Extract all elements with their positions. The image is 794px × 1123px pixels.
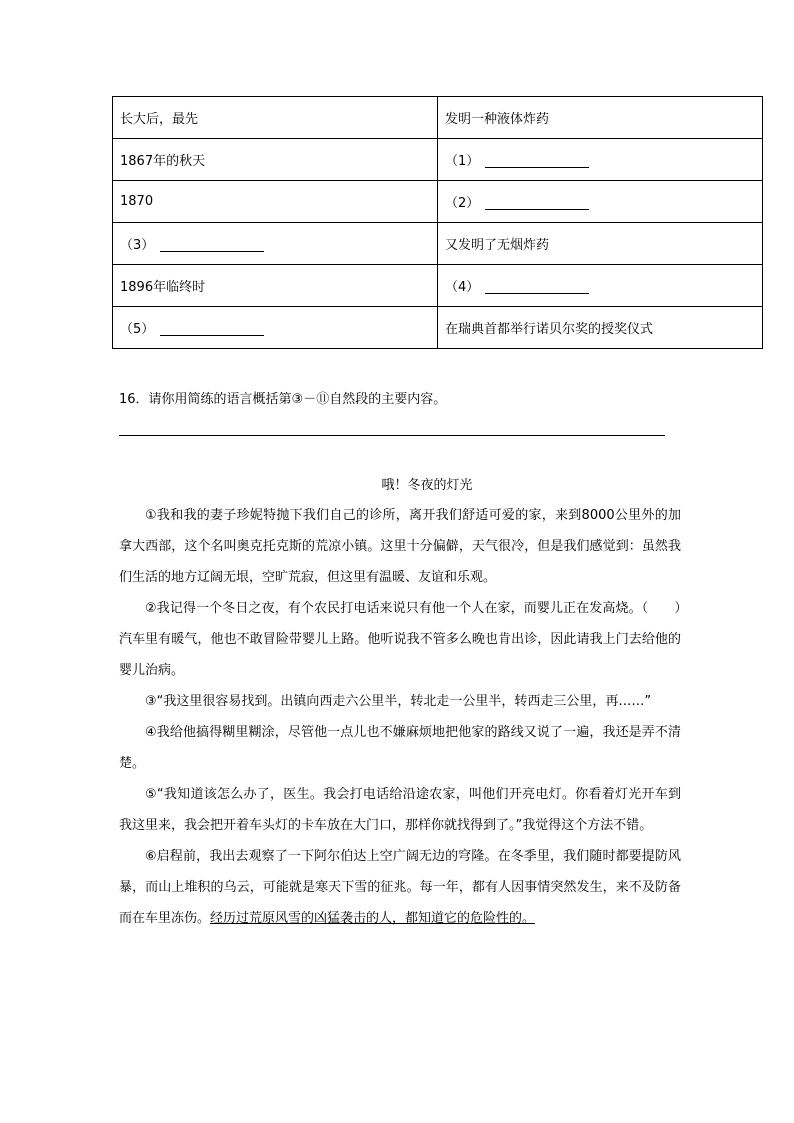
question-16: 16．请你用简练的语言概括第③－⑪自然段的主要内容。 (119, 392, 447, 407)
underlined-sentence: 经历过荒原风雪的凶猛袭击的人，都知道它的危险性的。 (210, 911, 536, 926)
table-cell-left (113, 307, 438, 349)
cell-text: 在瑞典首都举行诺贝尔奖的授奖仪式 (445, 322, 654, 337)
table-row (113, 265, 763, 307)
paragraph-4: ④我给他搞得糊里糊涂，尽管他一点儿也不嫌麻烦地把他家的路线又说了一遍，我还是弄不清楚。 (119, 725, 681, 771)
table-cell-right (438, 97, 763, 139)
cell-text: 1896年临终时 (120, 280, 206, 295)
cell-text: （3） (120, 238, 155, 253)
nobel-timeline-table (112, 96, 763, 349)
table-cell-left (113, 139, 438, 181)
cell-text: （4） (445, 280, 480, 295)
paragraph-2: ②我记得一个冬日之夜，有个农民打电话来说只有他一个人在家，而婴儿正在发高烧。（ ）汽车里有暖气，他也不敢冒险带婴儿上路。他听说我不管多么晚也肯出诊，因此请我上门去给他的婴儿治病。 (119, 601, 681, 678)
cell-text: 1870 (120, 194, 154, 209)
cell-text: 发明一种液体炸药 (445, 112, 550, 127)
paragraph-3: ③“我这里很容易找到。出镇向西走六公里半，转北走一公里半，转西走三公里，再……” (145, 694, 652, 709)
table-row (113, 223, 763, 265)
table-row (113, 181, 763, 223)
cell-text: 长大后，最先 (120, 112, 199, 127)
table-row (113, 139, 763, 181)
table-cell-left (113, 223, 438, 265)
table-cell-right (438, 139, 763, 181)
table-cell-right (438, 223, 763, 265)
paragraph-1: ①我和我的妻子珍妮特抛下我们自己的诊所，离开我们舒适可爱的家，来到8000公里外的加拿大西部，这个名叫奥克托克斯的荒凉小镇。这里十分偏僻，天气很冷，但是我们感觉到：虽然我们生活的地方辽阔无垠，空旷荒寂，但这里有温暖、友谊和乐观。 (119, 508, 681, 585)
fill-in-blank[interactable] (485, 279, 589, 294)
paragraph-6 (119, 841, 681, 934)
cell-text: （5） (120, 322, 155, 337)
fill-in-blank[interactable] (160, 237, 264, 252)
table-cell-left (113, 181, 438, 223)
table-cell-right (438, 265, 763, 307)
answer-line[interactable] (119, 435, 665, 436)
table-cell-right (438, 181, 763, 223)
article-title-wrap (0, 474, 794, 493)
cell-text: （1） (445, 154, 480, 169)
paragraph-6-text: ⑥启程前，我出去观察了一下阿尔伯达上空广阔无边的穹隆。在冬季里，我们随时都要提防风暴，而山上堆积的乌云，可能就是寒天下雪的征兆。每一年，都有人因事情突然发生，来不及防备而在车里冻伤。 (119, 849, 681, 926)
table-row (113, 307, 763, 349)
fill-in-blank[interactable] (485, 153, 589, 168)
paragraph-5: ⑤“我知道该怎么办了，医生。我会打电话给沿途农家，叫他们开亮电灯。你看着灯光开车到我这里来，我会把开着车头灯的卡车放在大门口，那样你就找得到了。”我觉得这个方法不错。 (119, 787, 681, 833)
cell-text: （2） (445, 196, 480, 211)
article-body (119, 500, 681, 934)
article-title: 哦！冬夜的灯光 (381, 478, 473, 493)
table-cell-left (113, 265, 438, 307)
cell-text: 又发明了无烟炸药 (445, 238, 550, 253)
fill-in-blank[interactable] (485, 195, 589, 210)
table-cell-left (113, 97, 438, 139)
cell-text: 1867年的秋天 (120, 154, 206, 169)
fill-in-blank[interactable] (160, 321, 264, 336)
table-cell-right (438, 307, 763, 349)
table-row (113, 97, 763, 139)
